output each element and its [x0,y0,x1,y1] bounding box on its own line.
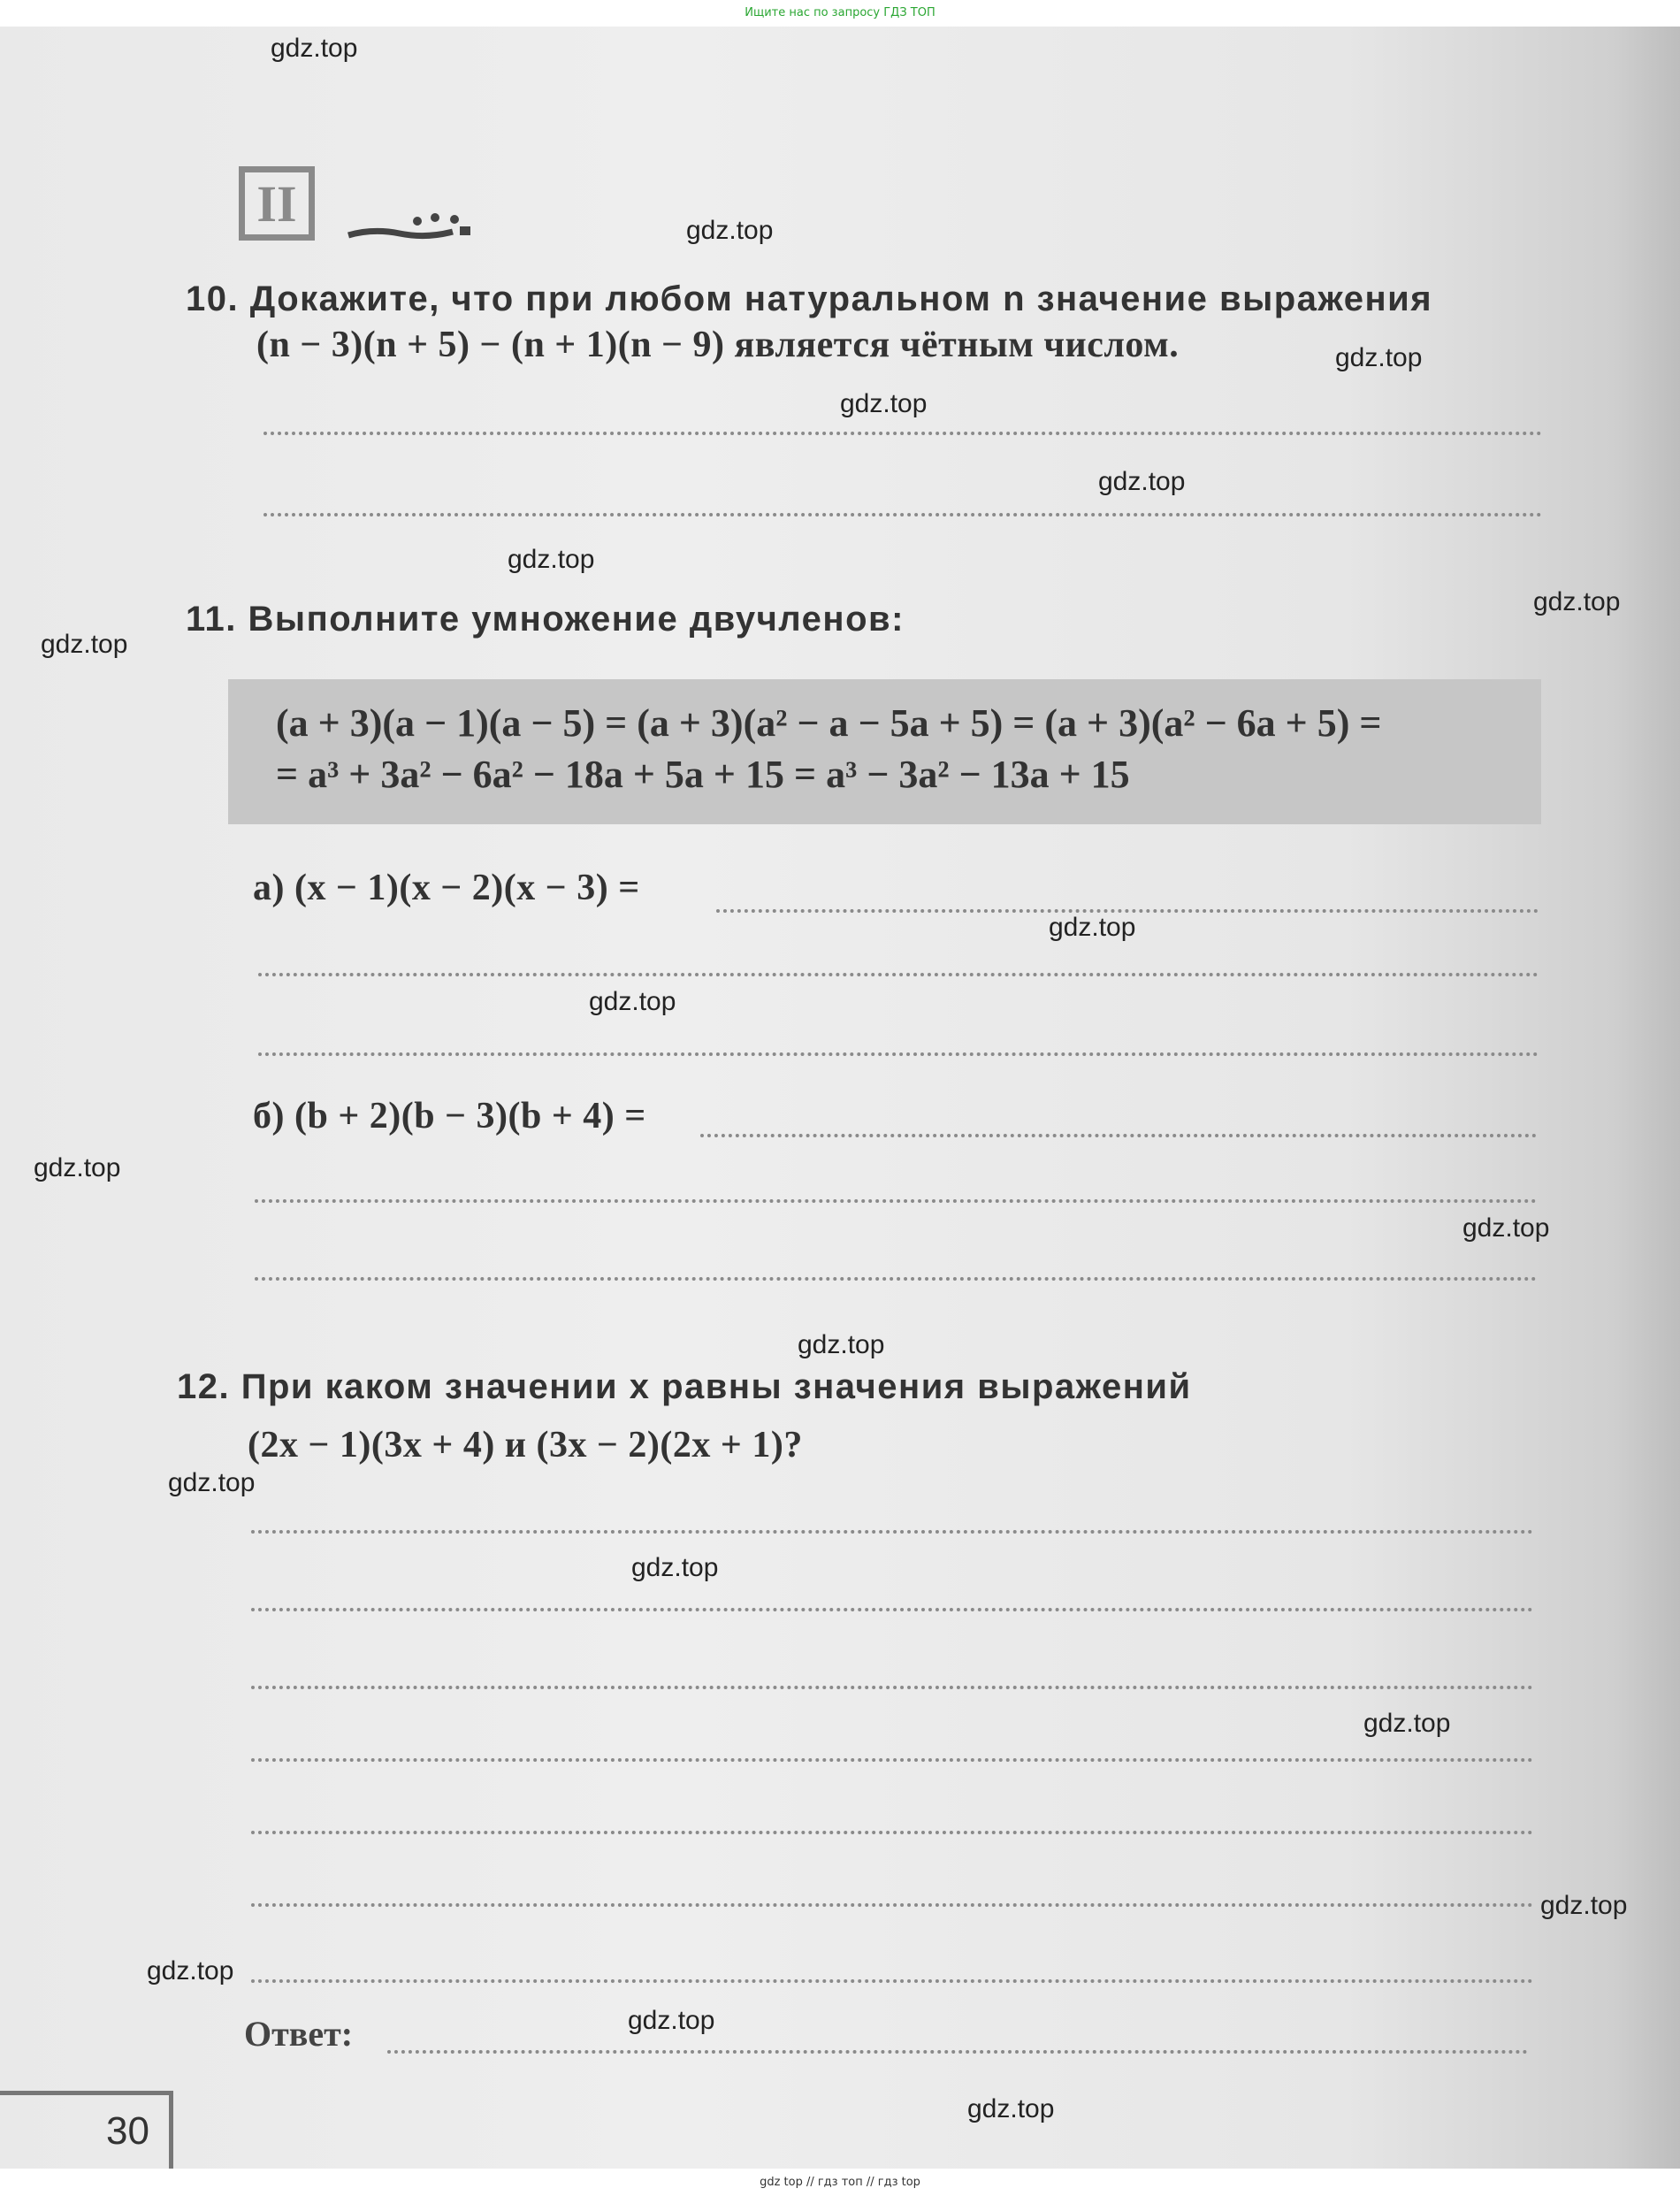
watermark: gdz.top [686,216,774,245]
watermark: gdz.top [41,630,128,659]
watermark: gdz.top [589,987,676,1016]
answer-line[interactable] [258,1052,1539,1056]
task-10-line2: (n − 3)(n + 5) − (n + 1)(n − 9) является чётным числом. [256,325,1180,365]
watermark: gdz.top [1049,913,1136,942]
answer-line[interactable] [251,1903,1533,1907]
watermark: gdz.top [34,1153,121,1182]
watermark: gdz.top [1335,343,1423,372]
answer-line[interactable] [251,1831,1533,1834]
task-number: 10. [186,279,240,318]
task-12-line2: (2x − 1)(3x + 4) и (3x − 2)(2x + 1)? [248,1425,803,1465]
answer-line[interactable] [255,1199,1537,1203]
watermark: gdz.top [147,1956,234,1986]
watermark: gdz.top [631,1553,719,1582]
answer-line[interactable] [263,513,1542,516]
task-11-title: Выполните умножение двучленов: [248,600,905,639]
task-11-part-a: а) (x − 1)(x − 2)(x − 3) = [253,868,640,908]
answer-line[interactable] [251,1686,1533,1689]
page-number: 30 [0,2091,173,2169]
answer-field[interactable] [387,2050,1528,2054]
task-number: 12. [177,1367,231,1406]
task-12-text: При каком значении x равны значения выражений [241,1367,1192,1406]
difficulty-level-badge: II [239,166,315,241]
watermark: gdz.top [1098,467,1186,496]
answer-line[interactable] [263,432,1542,435]
example-line-1: (a + 3)(a − 1)(a − 5) = (a + 3)(a² − a − 5a + 5) = (a + 3)(a² − 6a + 5) = [276,701,1382,745]
example-line-2: = a³ + 3a² − 6a² − 18a + 5a + 15 = a³ − 3a² − 13a + 15 [276,753,1130,796]
watermark: gdz.top [628,2006,715,2035]
watermark: gdz.top [840,389,928,418]
watermark: gdz.top [967,2094,1055,2123]
answer-line[interactable] [251,1608,1533,1611]
answer-line[interactable] [251,1758,1533,1762]
watermark: gdz.top [271,34,358,63]
level-stars-icon [347,209,479,244]
task-number: 11. [186,600,237,639]
watermark: gdz.top [798,1330,885,1359]
answer-line[interactable] [251,1530,1533,1534]
answer-line[interactable] [716,909,1539,913]
task-12-line1 [177,1367,1192,1407]
watermark: gdz.top [1462,1213,1550,1243]
watermark: gdz.top [1533,587,1621,616]
answer-line[interactable] [255,1277,1537,1281]
task-11-part-b: б) (b + 2)(b − 3)(b + 4) = [253,1096,646,1136]
answer-line[interactable] [258,973,1539,976]
bottom-banner[interactable]: gdz top // гдз топ // гдз top [0,2169,1680,2196]
worked-example-box [228,679,1541,824]
task-10-text: Докажите, что при любом натуральном n значение выражения [249,279,1433,318]
watermark: gdz.top [1363,1709,1451,1738]
task-10-line1 [186,279,1432,319]
watermark: gdz.top [1540,1891,1628,1920]
answer-label: Ответ: [244,2014,354,2054]
top-banner[interactable]: Ищите нас по запросу ГДЗ ТОП [0,0,1680,27]
task-11-title-line [186,600,905,639]
answer-line[interactable] [700,1134,1537,1137]
watermark: gdz.top [508,545,595,574]
watermark: gdz.top [168,1468,256,1497]
answer-line[interactable] [251,1979,1533,1983]
